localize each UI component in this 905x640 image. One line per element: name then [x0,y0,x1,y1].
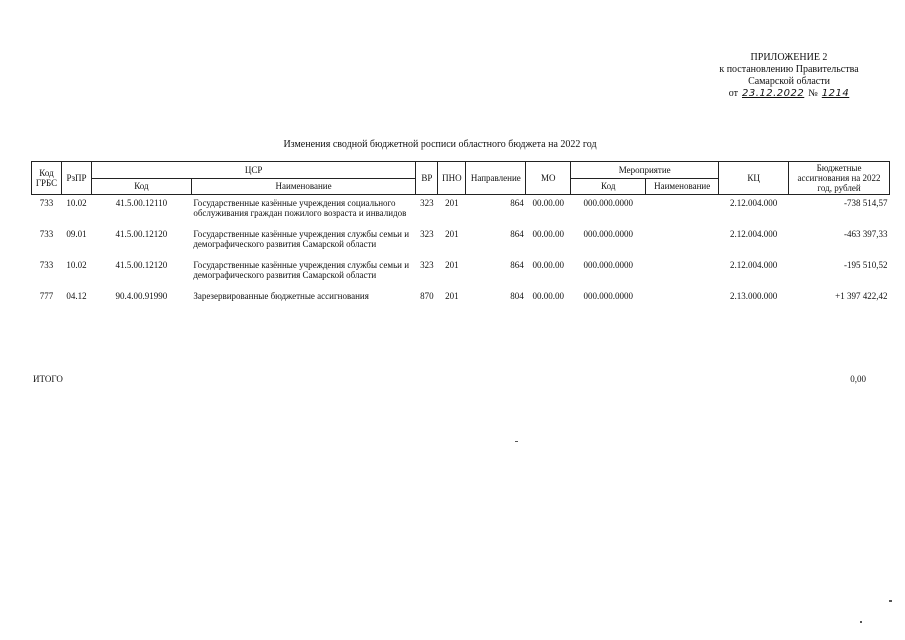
cell-amount: -738 514,57 [844,198,888,208]
cell-grbs: 733 [39,198,54,208]
cell-rzpr: 09.01 [66,229,87,239]
cell-rzpr: 10.02 [66,198,87,208]
cell-kc: 2.13.000.000 [729,291,778,301]
appendix-date-number [709,88,869,100]
cell-csr-name: Государственные казённые учреждения социального обслуживания граждан пожилого возраста и инвалидов [193,198,407,218]
header-grbs: Код ГРБС [32,162,62,195]
cell-rzpr: 04.12 [66,291,87,301]
cell-direction: 804 [510,291,524,301]
appendix-header [709,52,869,100]
cell-kc: 2.12.004.000 [729,260,778,270]
cell-vr: 323 [420,198,434,208]
cell-grbs: 777 [39,291,54,301]
cell-grbs: 733 [39,260,54,270]
cell-event-name [646,257,719,288]
cell-event-code: 000.000.0000 [583,260,633,270]
cell-csr-code: 41.5.00.12110 [115,198,168,208]
cell-event-code: 000.000.0000 [583,229,633,239]
cell-csr-name: Государственные казённые учреждения службы семьи и демографического развития Самарской области [193,229,410,249]
cell-event-name [646,226,719,257]
header-direction: Направление [466,162,526,195]
header-event: Мероприятие [571,162,719,179]
cell-amount: +1 397 422,42 [835,291,888,301]
cell-direction: 864 [510,198,524,208]
cell-csr-code: 41.5.00.12120 [115,260,168,270]
cell-pno: 201 [445,260,459,270]
cell-pno: 201 [445,291,459,301]
cell-direction: 864 [510,260,524,270]
budget-table [31,161,890,309]
cell-amount: -195 510,52 [844,260,888,270]
cell-csr-code: 41.5.00.12120 [115,229,168,239]
header-rzpr: РзПР [61,162,91,195]
resolution-date: 23.12.2022 [741,88,805,99]
header-csr: ЦСР [91,162,415,179]
cell-mo: 00.00.00 [532,198,565,208]
cell-grbs: 733 [39,229,54,239]
cell-event-code: 000.000.0000 [583,291,633,301]
cell-vr: 870 [420,291,434,301]
cell-event-name [646,288,719,309]
header-vr: ВР [416,162,438,195]
header-mo: МО [526,162,571,195]
table-row [32,226,890,257]
appendix-resolution: к постановлению Правительства [719,64,859,75]
header-csr-name: Наименование [191,178,416,195]
cell-amount: -463 397,33 [844,229,888,239]
scan-speck [860,621,862,623]
cell-mo: 00.00.00 [532,229,565,239]
scan-speck [515,441,518,442]
cell-kc: 2.12.004.000 [729,198,778,208]
cell-event-name [646,195,719,227]
cell-kc: 2.12.004.000 [729,229,778,239]
table-row [32,288,890,309]
cell-csr-name: Зарезервированные бюджетные ассигнования [193,291,369,301]
number-label: № [808,88,818,99]
total-label: ИТОГО [33,374,63,384]
cell-vr: 323 [420,260,434,270]
scan-speck [889,600,892,602]
document-title: Изменения сводной бюджетной росписи областного бюджета на 2022 год [283,139,597,150]
appendix-region: Самарской области [748,76,830,87]
header-kc: КЦ [719,162,789,195]
header-event-code: Код [571,178,646,195]
cell-event-code: 000.000.0000 [583,198,633,208]
from-label: от [728,88,738,99]
header-budget: Бюджетные ассигнования на 2022 год, рублей [789,162,890,195]
cell-rzpr: 10.02 [66,260,87,270]
cell-csr-code: 90.4.00.91990 [115,291,168,301]
table-row [32,195,890,227]
cell-mo: 00.00.00 [532,260,565,270]
cell-csr-name: Государственные казённые учреждения службы семьи и демографического развития Самарской области [193,260,410,280]
cell-pno: 201 [445,198,459,208]
total-value: 0,00 [850,374,866,384]
table-row [32,257,890,288]
resolution-number: 1214 [821,88,850,99]
appendix-title: ПРИЛОЖЕНИЕ 2 [750,52,828,63]
cell-vr: 323 [420,229,434,239]
cell-mo: 00.00.00 [532,291,565,301]
header-csr-code: Код [91,178,191,195]
cell-pno: 201 [445,229,459,239]
cell-direction: 864 [510,229,524,239]
header-pno: ПНО [438,162,466,195]
header-event-name: Наименование [646,178,719,195]
